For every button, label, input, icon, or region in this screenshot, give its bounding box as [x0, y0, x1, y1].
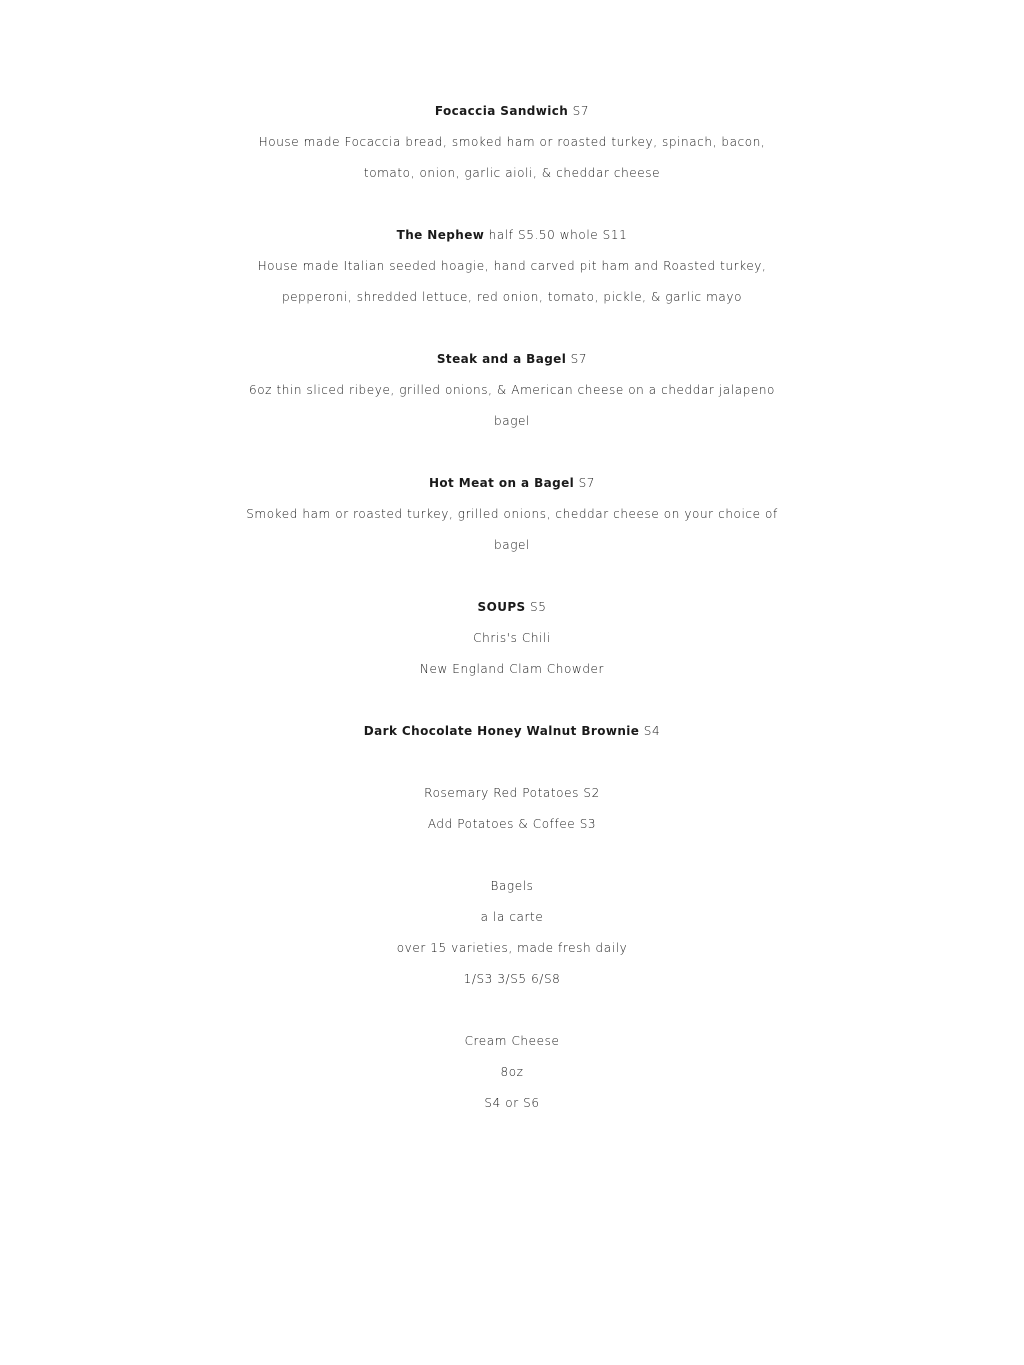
item-heading	[0, 96, 1024, 127]
bagel-prices: 1/S3 3/S5 6/S8	[463, 972, 561, 986]
item-description: House made Italian seeded hoagie, hand carved pit ham and Roasted turkey,	[257, 259, 767, 273]
item-description: pepperoni, shredded lettuce, red onion, tomato, pickle, & garlic mayo	[281, 290, 743, 304]
item-heading	[0, 592, 1024, 623]
menu-item-potatoes	[0, 778, 1024, 840]
bagel-line: over 15 varieties, made fresh daily	[396, 941, 628, 955]
spacer	[0, 437, 1024, 468]
menu-item-steak-bagel	[0, 344, 1024, 437]
item-price: S7	[578, 476, 596, 490]
spacer	[0, 995, 1024, 1026]
item-name: Focaccia Sandwich	[434, 104, 569, 118]
cream-cheese-price: S4 or S6	[484, 1096, 540, 1110]
item-heading	[0, 344, 1024, 375]
item-description: Smoked ham or roasted turkey, grilled onions, cheddar cheese on your choice of	[246, 507, 778, 521]
menu	[0, 96, 1024, 1119]
section-title: Bagels	[490, 879, 534, 893]
spacer	[0, 685, 1024, 716]
side-line: Rosemary Red Potatoes S2	[424, 786, 600, 800]
cream-cheese-size: 8oz	[500, 1065, 524, 1079]
spacer	[0, 840, 1024, 871]
item-price: S4	[643, 724, 661, 738]
bagel-line: a la carte	[480, 910, 544, 924]
item-price: S7	[572, 104, 590, 118]
menu-item-bagels	[0, 871, 1024, 995]
item-name: Steak and a Bagel	[436, 352, 567, 366]
section-title: Cream Cheese	[464, 1034, 560, 1048]
item-description: bagel	[494, 414, 530, 428]
item-heading	[0, 468, 1024, 499]
soup-option: New England Clam Chowder	[419, 662, 605, 676]
item-heading	[0, 716, 1024, 747]
item-name: The Nephew	[396, 228, 485, 242]
item-description: House made Focaccia bread, smoked ham or roasted turkey, spinach, bacon,	[258, 135, 766, 149]
spacer	[0, 189, 1024, 220]
item-price: S7	[570, 352, 588, 366]
item-name: SOUPS	[477, 600, 526, 614]
menu-item-focaccia	[0, 96, 1024, 189]
item-heading	[0, 220, 1024, 251]
item-price: S5	[530, 600, 547, 614]
item-description: tomato, onion, garlic aioli, & cheddar cheese	[363, 166, 661, 180]
spacer	[0, 747, 1024, 778]
menu-item-cream-cheese	[0, 1026, 1024, 1119]
item-price: half S5.50 whole S11	[488, 228, 628, 242]
spacer	[0, 313, 1024, 344]
item-description: 6oz thin sliced ribeye, grilled onions, & American cheese on a cheddar jalapeno	[248, 383, 775, 397]
menu-item-soups	[0, 592, 1024, 685]
item-name: Hot Meat on a Bagel	[428, 476, 575, 490]
spacer	[0, 561, 1024, 592]
menu-item-hot-meat	[0, 468, 1024, 561]
soup-option: Chris's Chili	[473, 631, 551, 645]
item-description: bagel	[494, 538, 530, 552]
side-line: Add Potatoes & Coffee S3	[427, 817, 597, 831]
item-name: Dark Chocolate Honey Walnut Brownie	[363, 724, 640, 738]
menu-item-nephew	[0, 220, 1024, 313]
menu-item-brownie	[0, 716, 1024, 747]
